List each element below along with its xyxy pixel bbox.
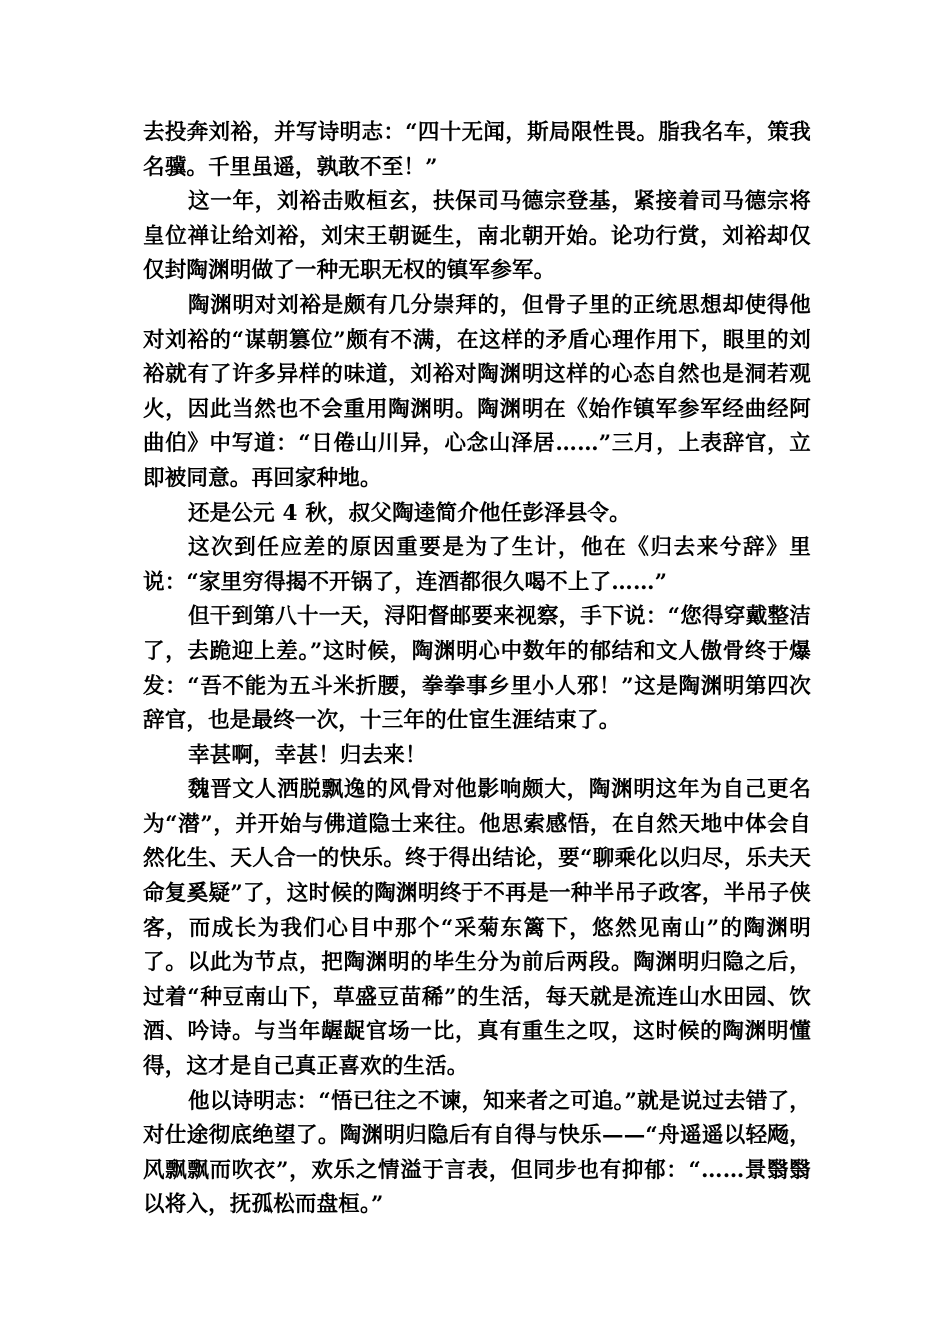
paragraph-6: 但干到第八十一天，浔阳督邮要来视察，手下说：“您得穿戴整洁了，去跪迎上差。”这时候，陶渊明心中数年的郁结和文人傲骨终于爆发：“吾不能为五斗米折腰，拳拳事乡里小人邪！”这是陶渊明第四次辞官，也是最终一次，十三年的仕宦生涯结束了。 [143, 604, 811, 734]
paragraph-4: 还是公元 4 秋，叔父陶逵简介他任彭泽县令。 [188, 500, 631, 526]
paragraph-2: 这一年，刘裕击败桓玄，扶保司马德宗登基，紧接着司马德宗将皇位禅让给刘裕，刘宋王朝诞生，南北朝开始。论功行赏，刘裕却仅仅封陶渊明做了一种无职无权的镇军参军。 [143, 189, 811, 284]
paragraph-3: 陶渊明对刘裕是颇有几分崇拜的，但骨子里的正统思想却使得他对刘裕的“谋朝篡位”颇有不满，在这样的矛盾心理作用下，眼里的刘裕就有了许多异样的味道，刘裕对陶渊明这样的心态自然也是洞若观火，因此当然也不会重用陶渊明。陶渊明在《始作镇军参军经曲经阿曲伯》中写道：“日倦山川异，心念山泽居……”三月，上表辞官，立即被同意。再回家种地。 [143, 292, 811, 491]
article-body [143, 116, 811, 1223]
paragraph-8: 魏晋文人洒脱飘逸的风骨对他影响颇大，陶渊明这年为自己更名为“潜”，并开始与佛道隐士来往。他思索感悟，在自然天地中体会自然化生、天人合一的快乐。终于得出结论，要“聊乘化以归尽，乐夫天命复奚疑”了，这时候的陶渊明终于不再是一种半吊子政客，半吊子侠客，而成长为我们心目中那个“采菊东篱下，悠然见南山”的陶渊明了。以此为节点，把陶渊明的毕生分为前后两段。陶渊明归隐之后，过着“种豆南山下，草盛豆苗稀”的生活，每天就是流连山水田园、饮酒、吟诗。与当年龌龊官场一比，真有重生之叹，这时候的陶渊明懂得，这才是自己真正喜欢的生活。 [143, 777, 811, 1080]
paragraph-7: 幸甚啊，幸甚！归去来！ [188, 742, 427, 768]
paragraph-5: 这次到任应差的原因重要是为了生计，他在《归去来兮辞》里说：“家里穷得揭不开锅了，连酒都很久喝不上了……” [143, 535, 811, 595]
paragraph-9: 他以诗明志：“悟已往之不谏，知来者之可追。”就是说过去错了，对仕途彻底绝望了。陶渊明归隐后有自得与快乐——“舟遥遥以轻飏，风飘飘而吹衣”，欢乐之情溢于言表，但同步也有抑郁：“……景翳翳以将入，抚孤松而盘桓。” [143, 1088, 811, 1218]
paragraph-1: 去投奔刘裕，并写诗明志：“四十无闻，斯局限性畏。脂我名车，策我名骥。千里虽遥，孰敢不至！” [143, 120, 811, 180]
